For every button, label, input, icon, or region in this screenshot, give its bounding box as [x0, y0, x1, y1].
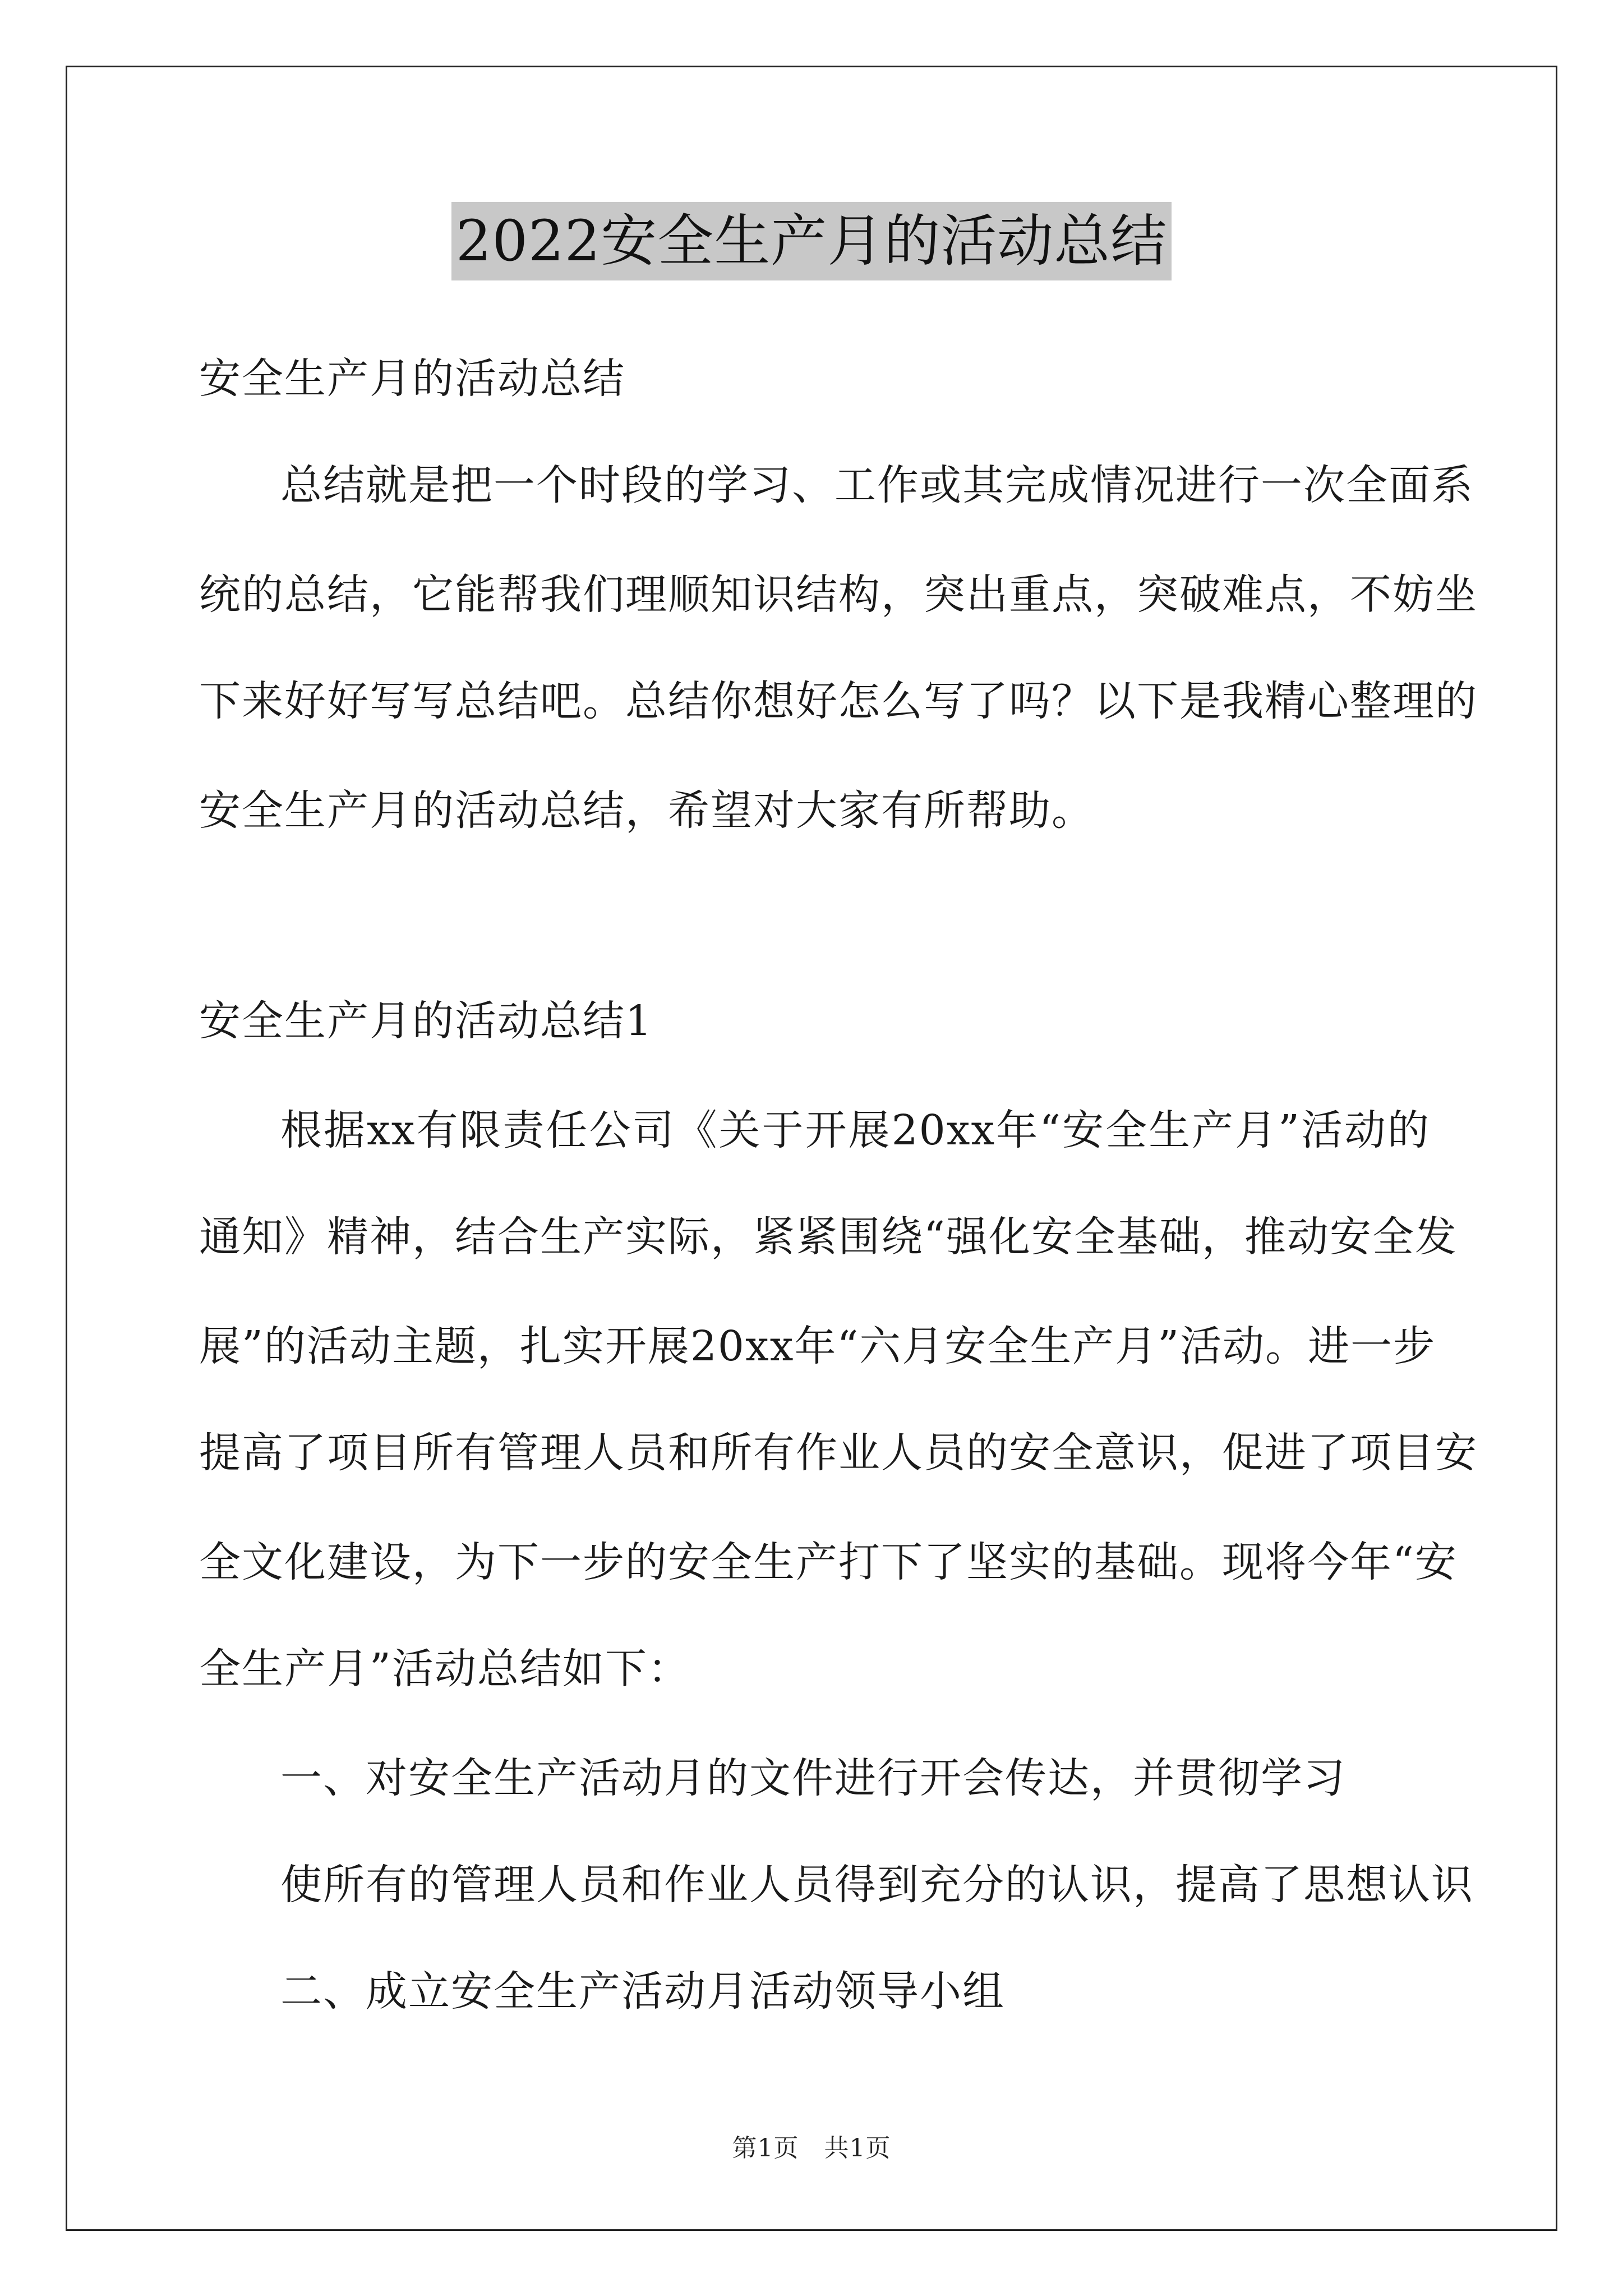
list-item-1-body: 使所有的管理人员和作业人员得到充分的认识，提高了思想认识 — [280, 1861, 1474, 1909]
title-container — [0, 202, 1623, 280]
section-line-3: 展”的活动主题，扎实开展20xx年“六月安全生产月”活动。进一步 — [199, 1322, 1436, 1370]
section-line-2: 通知》精神，结合生产实际，紧紧围绕“强化安全基础，推动安全发 — [199, 1213, 1458, 1261]
list-item-2: 二、成立安全生产活动月活动领导小组 — [280, 1967, 1005, 2016]
page-footer: 第1页 共1页 — [732, 2134, 891, 2162]
section-heading: 安全生产月的活动总结1 — [199, 997, 653, 1045]
section-line-5: 全文化建设，为下一步的安全生产打下了坚实的基础。现将今年“安 — [199, 1538, 1458, 1586]
section-line-6: 全生产月”活动总结如下： — [199, 1645, 690, 1693]
document-heading: 安全生产月的活动总结 — [199, 355, 625, 403]
intro-line-3: 下来好好写写总结吧。总结你想好怎么写了吗？以下是我精心整理的 — [199, 677, 1478, 725]
list-item-1: 一、对安全生产活动月的文件进行开会传达，并贯彻学习 — [280, 1754, 1346, 1802]
document-title: 2022安全生产月的活动总结 — [451, 202, 1172, 280]
intro-line-4: 安全生产月的活动总结，希望对大家有所帮助。 — [199, 786, 1094, 835]
intro-line-2: 统的总结，它能帮我们理顺知识结构，突出重点，突破难点，不妨坐 — [199, 570, 1478, 619]
section-line-4: 提高了项目所有管理人员和所有作业人员的安全意识，促进了项目安 — [199, 1429, 1478, 1477]
intro-line-1: 总结就是把一个时段的学习、工作或其完成情况进行一次全面系 — [280, 461, 1474, 509]
section-line-1: 根据xx有限责任公司《关于开展20xx年“安全生产月”活动的 — [280, 1106, 1430, 1154]
